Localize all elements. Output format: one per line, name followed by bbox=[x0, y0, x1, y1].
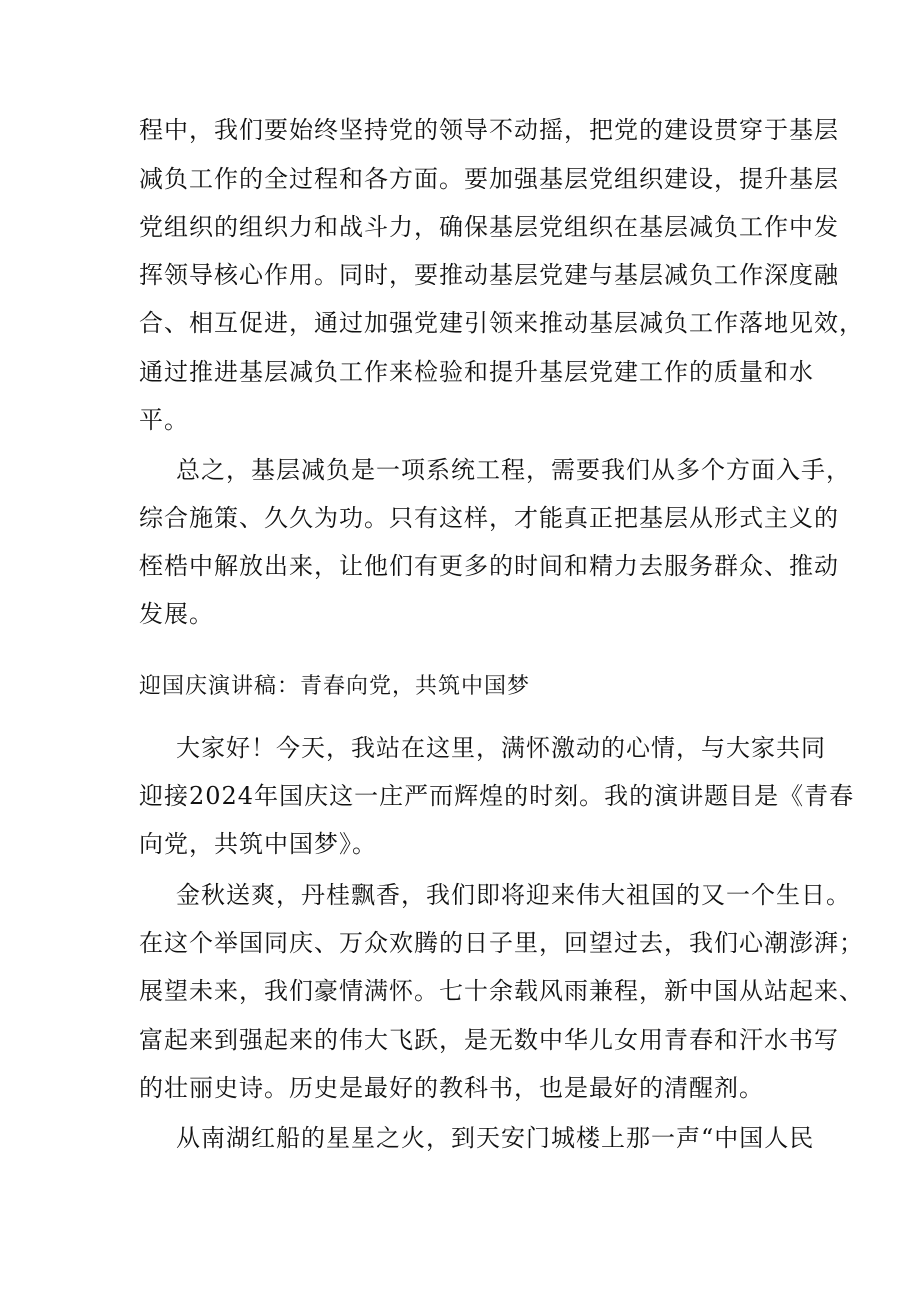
paragraph-line: 挥领导核心作用。同时，要推动基层党建与基层减负工作深度融 bbox=[139, 261, 839, 289]
paragraph-line: 发展。 bbox=[139, 600, 214, 628]
paragraph-line: 的壮丽史诗。历史是最好的教科书，也是最好的清醒剂。 bbox=[139, 1074, 764, 1102]
paragraph-line: 减负工作的全过程和各方面。要加强基层党组织建设，提升基层 bbox=[139, 165, 839, 193]
paragraph-line: 向党，共筑中国梦》。 bbox=[139, 830, 377, 858]
paragraph-line: 通过推进基层减负工作来检验和提升基层党建工作的质量和水 bbox=[139, 358, 814, 386]
paragraph-line: 富起来到强起来的伟大飞跃，是无数中华儿女用青春和汗水书写 bbox=[139, 1026, 839, 1054]
paragraph-line: 展望未来，我们豪情满怀。七十余载风雨兼程，新中国从站起来、 bbox=[139, 977, 864, 1005]
paragraph-line: 迎接2024年国庆这一庄严而辉煌的时刻。我的演讲题目是《青春 bbox=[139, 782, 855, 810]
paragraph-line: 综合施策、久久为功。只有这样，才能真正把基层从形式主义的 bbox=[139, 504, 839, 532]
paragraph-line: 大家好！今天，我站在这里，满怀激动的心情，与大家共同 bbox=[176, 734, 826, 762]
paragraph-line: 在这个举国同庆、万众欢腾的日子里，回望过去，我们心潮澎湃； bbox=[139, 929, 864, 957]
section-heading: 迎国庆演讲稿：青春向党，共筑中国梦 bbox=[139, 674, 531, 699]
paragraph-line: 合、相互促进，通过加强党建引领来推动基层减负工作落地见效， bbox=[139, 309, 864, 337]
paragraph-line: 程中，我们要始终坚持党的领导不动摇，把党的建设贯穿于基层 bbox=[139, 116, 839, 144]
paragraph-line: 桎梏中解放出来，让他们有更多的时间和精力去服务群众、推动 bbox=[139, 552, 839, 580]
paragraph-line: 党组织的组织力和战斗力，确保基层党组织在基层减负工作中发 bbox=[139, 213, 839, 241]
paragraph-line: 金秋送爽，丹桂飘香，我们即将迎来伟大祖国的又一个生日。 bbox=[176, 881, 851, 909]
paragraph-line: 从南湖红船的星星之火，到天安门城楼上那一声“中国人民 bbox=[176, 1124, 815, 1152]
paragraph-line: 平。 bbox=[139, 406, 189, 434]
paragraph-line: 总之，基层减负是一项系统工程，需要我们从多个方面入手， bbox=[176, 456, 851, 484]
